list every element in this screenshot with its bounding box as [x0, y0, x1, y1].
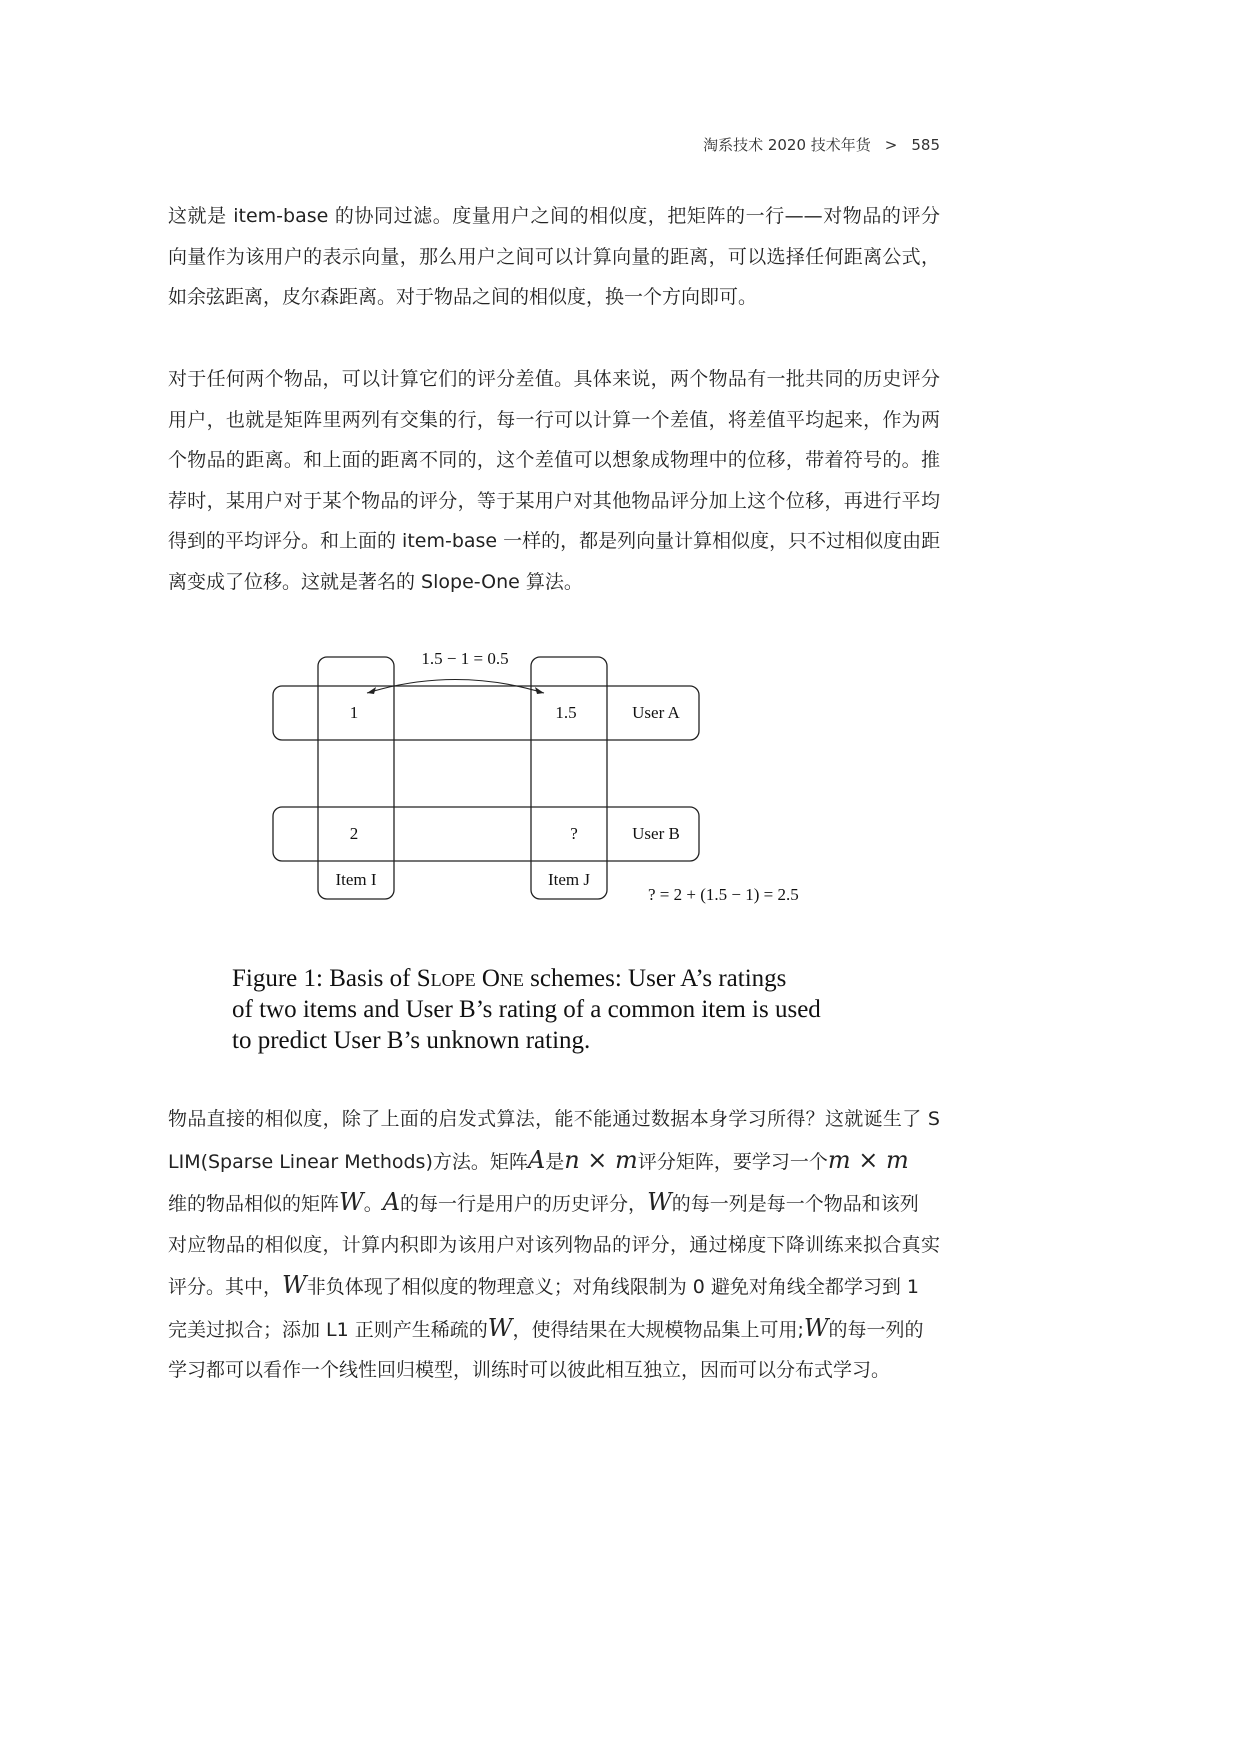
text-line — [168, 1308, 940, 1351]
item-i-label: Item I — [335, 870, 377, 889]
math-matrix-w: W — [803, 1313, 829, 1342]
arrowhead-right — [535, 687, 544, 694]
caption-small-caps: Slope One — [416, 965, 524, 992]
text-run: 的每一行是用户的历史评分， — [400, 1193, 648, 1215]
caption-text: Figure 1: Basis of — [232, 965, 417, 992]
text-line: 这就是 item-base 的协同过滤。度量用户之间的相似度，把矩阵的一行——对物品的评分 — [168, 205, 940, 227]
text-run: 非负体现了相似度的物理意义；对角线限制为 0 避免对角线全都学习到 1 — [306, 1276, 919, 1298]
text-line — [168, 1265, 940, 1308]
text-line: 个物品的距离。和上面的距离不同的，这个差值可以想象成物理中的位移，带着符号的。推 — [168, 449, 940, 471]
user-a-label: User A — [632, 703, 680, 722]
difference-label: 1.5 − 1 = 0.5 — [421, 649, 509, 668]
math-m-by-m: m × m — [827, 1145, 909, 1174]
math-matrix-a: A — [527, 1145, 546, 1174]
text-run: 的每一列的 — [828, 1318, 924, 1341]
prediction-formula: ? = 2 + (1.5 − 1) = 2.5 — [648, 885, 799, 904]
slope-one-figure — [268, 640, 828, 920]
running-header — [703, 134, 940, 155]
math-matrix-w: W — [339, 1188, 364, 1216]
text-line — [168, 1140, 940, 1183]
text-run: 的每一列是每一个物品和该列 — [671, 1193, 919, 1215]
text-run: 是 — [545, 1150, 565, 1173]
math-n-by-m: n × m — [564, 1145, 638, 1174]
text-line: 向量作为该用户的表示向量，那么用户之间可以计算向量的距离，可以选择任何距离公式， — [168, 245, 940, 268]
math-matrix-w: W — [647, 1188, 672, 1216]
user-b-item-j-value: ? — [570, 824, 578, 843]
item-i-column-box — [318, 657, 394, 899]
paragraph-slim — [168, 1099, 940, 1391]
header-separator: > — [884, 136, 898, 154]
text-line — [168, 1182, 940, 1225]
text-line: 荐时，某用户对于某个物品的评分，等于某用户对其他物品评分加上这个位移，再进行平均 — [168, 489, 940, 512]
math-matrix-a: A — [382, 1188, 401, 1216]
text-line: 物品直接的相似度，除了上面的启发式算法，能不能通过数据本身学习所得？这就诞生了 S — [168, 1108, 940, 1130]
user-a-item-i-value: 1 — [349, 703, 359, 722]
user-b-item-i-value: 2 — [349, 824, 359, 843]
text-run: 完美过拟合；添加 L1 正则产生稀疏的 — [168, 1318, 488, 1341]
user-a-item-j-value: 1.5 — [555, 703, 577, 722]
caption-line: of two items and User B’s rating of a common item is used — [232, 996, 821, 1023]
book-title: 淘系技术 2020 技术年货 — [703, 136, 871, 154]
text-run: LIM(Sparse Linear Methods)方法。矩阵 — [168, 1150, 528, 1173]
math-matrix-w: W — [487, 1313, 513, 1342]
text-line: 得到的平均评分。和上面的 item-base 一样的，都是列向量计算相似度，只不过相似度由距 — [168, 530, 940, 552]
text-line: 对于任何两个物品，可以计算它们的评分差值。具体来说，两个物品有一批共同的历史评分 — [168, 368, 940, 390]
text-run: 。 — [363, 1193, 383, 1215]
text-line: 用户，也就是矩阵里两列有交集的行，每一行可以计算一个差值，将差值平均起来，作为两 — [168, 408, 940, 431]
item-j-label: Item J — [547, 870, 591, 889]
text-line: 如余弦距离，皮尔森距离。对于物品之间的相似度，换一个方向即可。 — [168, 286, 758, 308]
caption-line — [232, 963, 872, 994]
text-run: ，使得结果在大规模物品集上可用; — [512, 1318, 804, 1341]
arrowhead-left — [367, 687, 376, 694]
text-line: 离变成了位移。这就是著名的 Slope-One 算法。 — [168, 570, 583, 593]
text-run: 维的物品相似的矩阵 — [168, 1193, 340, 1215]
figure-caption — [232, 963, 872, 1056]
paragraph-slope-one — [168, 359, 940, 602]
text-run: 评分。其中， — [168, 1276, 283, 1298]
paragraph-item-base — [168, 196, 940, 318]
user-b-label: User B — [632, 824, 680, 843]
text-line: 对应物品的相似度，计算内积即为该用户对该列物品的评分，通过梯度下降训练来拟合真实 — [168, 1233, 940, 1256]
text-line: 学习都可以看作一个线性回归模型，训练时可以彼此相互独立，因而可以分布式学习。 — [168, 1359, 891, 1381]
math-matrix-w: W — [282, 1271, 307, 1299]
page-number: 585 — [911, 136, 940, 154]
caption-text: schemes: User A’s ratings — [523, 965, 787, 992]
item-j-column-box — [531, 657, 607, 899]
text-run: 评分矩阵，要学习一个 — [637, 1150, 828, 1173]
caption-line: to predict User B’s unknown rating. — [232, 1027, 591, 1054]
